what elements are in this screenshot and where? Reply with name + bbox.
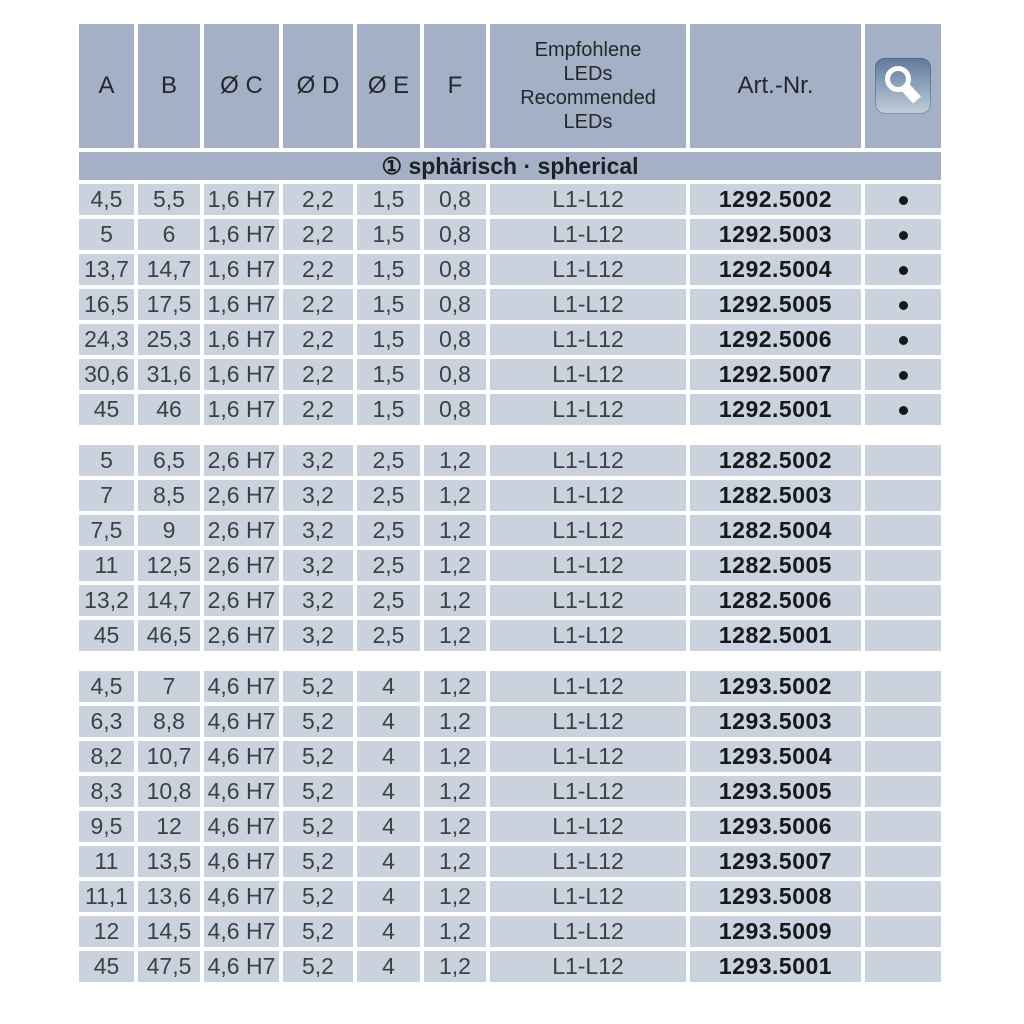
leds-header-line: Recommended: [520, 87, 656, 109]
cell-d: 2,2: [283, 289, 353, 320]
cell-c: 4,6 H7: [204, 811, 279, 842]
product-table: [75, 20, 945, 986]
cell-leds: L1-L12: [490, 585, 686, 616]
cell-e: 2,5: [357, 445, 420, 476]
cell-availability: [865, 776, 941, 807]
cell-e: 2,5: [357, 480, 420, 511]
cell-a: 4,5: [79, 184, 134, 215]
cell-c: 4,6 H7: [204, 776, 279, 807]
cell-d: 3,2: [283, 515, 353, 546]
cell-leds: L1-L12: [490, 951, 686, 982]
cell-e: 4: [357, 916, 420, 947]
cell-e: 2,5: [357, 550, 420, 581]
cell-e: 1,5: [357, 394, 420, 425]
cell-b: 46: [138, 394, 200, 425]
cell-c: 2,6 H7: [204, 550, 279, 581]
cell-e: 4: [357, 741, 420, 772]
cell-availability: [865, 184, 941, 215]
cell-art: 1293.5006: [690, 811, 861, 842]
cell-f: 0,8: [424, 394, 486, 425]
cell-a: 45: [79, 951, 134, 982]
cell-c: 1,6 H7: [204, 184, 279, 215]
cell-leds: L1-L12: [490, 515, 686, 546]
cell-art: 1293.5001: [690, 951, 861, 982]
cell-b: 5,5: [138, 184, 200, 215]
cell-art: 1292.5005: [690, 289, 861, 320]
cell-b: 13,6: [138, 881, 200, 912]
cell-art: 1282.5006: [690, 585, 861, 616]
cell-availability: [865, 741, 941, 772]
cell-e: 2,5: [357, 585, 420, 616]
availability-dot-icon: [899, 371, 908, 380]
cell-f: 0,8: [424, 184, 486, 215]
cell-art: 1282.5005: [690, 550, 861, 581]
cell-art: 1293.5009: [690, 916, 861, 947]
cell-availability: [865, 480, 941, 511]
cell-b: 12,5: [138, 550, 200, 581]
cell-leds: L1-L12: [490, 289, 686, 320]
cell-f: 0,8: [424, 324, 486, 355]
cell-f: 1,2: [424, 881, 486, 912]
cell-e: 4: [357, 776, 420, 807]
cell-availability: [865, 394, 941, 425]
cell-e: 4: [357, 881, 420, 912]
cell-e: 1,5: [357, 324, 420, 355]
cell-b: 6: [138, 219, 200, 250]
cell-d: 3,2: [283, 550, 353, 581]
cell-c: 4,6 H7: [204, 741, 279, 772]
availability-dot-icon: [899, 301, 908, 310]
cell-f: 0,8: [424, 289, 486, 320]
cell-art: 1292.5004: [690, 254, 861, 285]
cell-f: 1,2: [424, 445, 486, 476]
cell-availability: [865, 324, 941, 355]
cell-leds: L1-L12: [490, 394, 686, 425]
cell-b: 14,7: [138, 254, 200, 285]
cell-d: 5,2: [283, 916, 353, 947]
cell-d: 5,2: [283, 811, 353, 842]
cell-f: 1,2: [424, 776, 486, 807]
cell-b: 17,5: [138, 289, 200, 320]
cell-f: 1,2: [424, 480, 486, 511]
cell-availability: [865, 254, 941, 285]
cell-c: 1,6 H7: [204, 359, 279, 390]
cell-art: 1293.5005: [690, 776, 861, 807]
section-title: ① sphärisch · spherical: [79, 152, 941, 180]
cell-d: 5,2: [283, 881, 353, 912]
cell-availability: [865, 951, 941, 982]
cell-f: 1,2: [424, 585, 486, 616]
cell-art: 1292.5001: [690, 394, 861, 425]
cell-leds: L1-L12: [490, 741, 686, 772]
cell-art: 1293.5002: [690, 671, 861, 702]
cell-art: 1293.5004: [690, 741, 861, 772]
col-header-diameter-d: Ø D: [283, 24, 353, 148]
cell-f: 0,8: [424, 359, 486, 390]
table-row: [79, 585, 941, 616]
header-row: [79, 24, 941, 148]
table-row: [79, 620, 941, 651]
cell-f: 1,2: [424, 515, 486, 546]
availability-dot-icon: [899, 231, 908, 240]
cell-e: 1,5: [357, 184, 420, 215]
cell-a: 11: [79, 846, 134, 877]
table-row: [79, 184, 941, 215]
table-row: [79, 881, 941, 912]
cell-leds: L1-L12: [490, 359, 686, 390]
availability-dot-icon: [899, 336, 908, 345]
cell-a: 30,6: [79, 359, 134, 390]
availability-dot-icon: [899, 196, 908, 205]
cell-availability: [865, 706, 941, 737]
cell-c: 2,6 H7: [204, 480, 279, 511]
cell-a: 13,7: [79, 254, 134, 285]
col-header-view: [865, 24, 941, 148]
cell-e: 4: [357, 951, 420, 982]
cell-c: 1,6 H7: [204, 324, 279, 355]
cell-leds: L1-L12: [490, 620, 686, 651]
cell-e: 4: [357, 846, 420, 877]
col-header-art-nr: Art.-Nr.: [690, 24, 861, 148]
cell-c: 4,6 H7: [204, 881, 279, 912]
cell-art: 1293.5003: [690, 706, 861, 737]
cell-e: 1,5: [357, 359, 420, 390]
cell-leds: L1-L12: [490, 324, 686, 355]
table-row: [79, 706, 941, 737]
cell-d: 3,2: [283, 585, 353, 616]
cell-d: 2,2: [283, 394, 353, 425]
cell-d: 5,2: [283, 846, 353, 877]
cell-c: 2,6 H7: [204, 585, 279, 616]
cell-c: 1,6 H7: [204, 394, 279, 425]
cell-f: 1,2: [424, 741, 486, 772]
cell-b: 9: [138, 515, 200, 546]
cell-a: 5: [79, 219, 134, 250]
cell-art: 1293.5007: [690, 846, 861, 877]
cell-d: 2,2: [283, 359, 353, 390]
cell-f: 1,2: [424, 671, 486, 702]
cell-a: 4,5: [79, 671, 134, 702]
cell-c: 4,6 H7: [204, 846, 279, 877]
cell-availability: [865, 219, 941, 250]
cell-art: 1292.5007: [690, 359, 861, 390]
cell-availability: [865, 881, 941, 912]
cell-d: 2,2: [283, 324, 353, 355]
cell-availability: [865, 550, 941, 581]
cell-availability: [865, 585, 941, 616]
section-row: [79, 152, 941, 180]
cell-f: 0,8: [424, 219, 486, 250]
cell-availability: [865, 846, 941, 877]
table-row: [79, 324, 941, 355]
cell-f: 1,2: [424, 951, 486, 982]
cell-f: 1,2: [424, 846, 486, 877]
cell-a: 8,2: [79, 741, 134, 772]
cell-leds: L1-L12: [490, 671, 686, 702]
cell-a: 16,5: [79, 289, 134, 320]
cell-d: 5,2: [283, 741, 353, 772]
cell-leds: L1-L12: [490, 706, 686, 737]
cell-d: 3,2: [283, 445, 353, 476]
cell-d: 5,2: [283, 951, 353, 982]
cell-e: 1,5: [357, 289, 420, 320]
cell-b: 10,8: [138, 776, 200, 807]
table-row: [79, 951, 941, 982]
cell-c: 4,6 H7: [204, 671, 279, 702]
table-row: [79, 671, 941, 702]
cell-c: 1,6 H7: [204, 219, 279, 250]
cell-a: 13,2: [79, 585, 134, 616]
table-row: [79, 359, 941, 390]
cell-a: 45: [79, 620, 134, 651]
cell-f: 1,2: [424, 916, 486, 947]
col-header-a: A: [79, 24, 134, 148]
cell-b: 14,5: [138, 916, 200, 947]
cell-availability: [865, 359, 941, 390]
table-row: [79, 741, 941, 772]
cell-a: 7: [79, 480, 134, 511]
cell-e: 2,5: [357, 515, 420, 546]
cell-b: 31,6: [138, 359, 200, 390]
table-row: [79, 811, 941, 842]
table-row: [79, 846, 941, 877]
table-body: [79, 184, 941, 982]
cell-art: 1292.5006: [690, 324, 861, 355]
table-row: [79, 550, 941, 581]
cell-leds: L1-L12: [490, 219, 686, 250]
cell-f: 1,2: [424, 706, 486, 737]
cell-f: 1,2: [424, 550, 486, 581]
leds-header-line: Empfohlene: [534, 39, 642, 61]
cell-leds: L1-L12: [490, 184, 686, 215]
table-row: [79, 515, 941, 546]
cell-a: 24,3: [79, 324, 134, 355]
cell-e: 1,5: [357, 219, 420, 250]
cell-d: 5,2: [283, 706, 353, 737]
cell-d: 3,2: [283, 620, 353, 651]
table-row: [79, 445, 941, 476]
cell-a: 8,3: [79, 776, 134, 807]
cell-b: 6,5: [138, 445, 200, 476]
leds-header-line: LEDs: [563, 63, 613, 85]
leds-header-line: LEDs: [563, 111, 613, 133]
cell-availability: [865, 620, 941, 651]
cell-art: 1293.5008: [690, 881, 861, 912]
cell-art: 1282.5002: [690, 445, 861, 476]
cell-f: 0,8: [424, 254, 486, 285]
cell-b: 47,5: [138, 951, 200, 982]
cell-b: 13,5: [138, 846, 200, 877]
cell-leds: L1-L12: [490, 480, 686, 511]
cell-c: 1,6 H7: [204, 254, 279, 285]
col-header-diameter-e: Ø E: [357, 24, 420, 148]
availability-dot-icon: [899, 266, 908, 275]
table-row: [79, 394, 941, 425]
cell-b: 7: [138, 671, 200, 702]
cell-c: 2,6 H7: [204, 620, 279, 651]
cell-a: 5: [79, 445, 134, 476]
cell-b: 46,5: [138, 620, 200, 651]
group-spacer-cell: [79, 429, 941, 441]
cell-c: 2,6 H7: [204, 515, 279, 546]
cell-availability: [865, 515, 941, 546]
group-spacer: [79, 655, 941, 667]
col-header-f: F: [424, 24, 486, 148]
cell-availability: [865, 811, 941, 842]
table-row: [79, 219, 941, 250]
cell-e: 4: [357, 706, 420, 737]
group-spacer-cell: [79, 655, 941, 667]
cell-a: 6,3: [79, 706, 134, 737]
cell-d: 2,2: [283, 219, 353, 250]
cell-leds: L1-L12: [490, 916, 686, 947]
cell-b: 8,5: [138, 480, 200, 511]
group-spacer: [79, 429, 941, 441]
cell-leds: L1-L12: [490, 776, 686, 807]
cell-availability: [865, 445, 941, 476]
cell-leds: L1-L12: [490, 254, 686, 285]
cell-art: 1292.5003: [690, 219, 861, 250]
magnifier-icon: [875, 58, 931, 114]
cell-f: 1,2: [424, 620, 486, 651]
cell-d: 5,2: [283, 671, 353, 702]
cell-b: 10,7: [138, 741, 200, 772]
cell-art: 1282.5003: [690, 480, 861, 511]
cell-e: 2,5: [357, 620, 420, 651]
cell-leds: L1-L12: [490, 811, 686, 842]
cell-e: 4: [357, 671, 420, 702]
table-row: [79, 254, 941, 285]
col-header-recommended-leds: [490, 24, 686, 148]
cell-a: 11,1: [79, 881, 134, 912]
availability-dot-icon: [899, 406, 908, 415]
cell-c: 4,6 H7: [204, 951, 279, 982]
cell-art: 1282.5001: [690, 620, 861, 651]
cell-availability: [865, 916, 941, 947]
cell-leds: L1-L12: [490, 550, 686, 581]
cell-availability: [865, 671, 941, 702]
table-row: [79, 289, 941, 320]
table-row: [79, 480, 941, 511]
cell-d: 2,2: [283, 254, 353, 285]
cell-leds: L1-L12: [490, 846, 686, 877]
cell-b: 14,7: [138, 585, 200, 616]
cell-d: 3,2: [283, 480, 353, 511]
cell-a: 9,5: [79, 811, 134, 842]
cell-availability: [865, 289, 941, 320]
cell-b: 25,3: [138, 324, 200, 355]
cell-c: 4,6 H7: [204, 706, 279, 737]
cell-leds: L1-L12: [490, 445, 686, 476]
cell-e: 4: [357, 811, 420, 842]
cell-a: 45: [79, 394, 134, 425]
cell-c: 4,6 H7: [204, 916, 279, 947]
cell-d: 5,2: [283, 776, 353, 807]
cell-e: 1,5: [357, 254, 420, 285]
cell-a: 7,5: [79, 515, 134, 546]
table-row: [79, 776, 941, 807]
cell-d: 2,2: [283, 184, 353, 215]
table-row: [79, 916, 941, 947]
cell-c: 1,6 H7: [204, 289, 279, 320]
col-header-b: B: [138, 24, 200, 148]
cell-b: 8,8: [138, 706, 200, 737]
cell-art: 1282.5004: [690, 515, 861, 546]
cell-c: 2,6 H7: [204, 445, 279, 476]
cell-art: 1292.5002: [690, 184, 861, 215]
col-header-diameter-c: Ø C: [204, 24, 279, 148]
cell-a: 12: [79, 916, 134, 947]
cell-leds: L1-L12: [490, 881, 686, 912]
cell-b: 12: [138, 811, 200, 842]
cell-f: 1,2: [424, 811, 486, 842]
cell-a: 11: [79, 550, 134, 581]
